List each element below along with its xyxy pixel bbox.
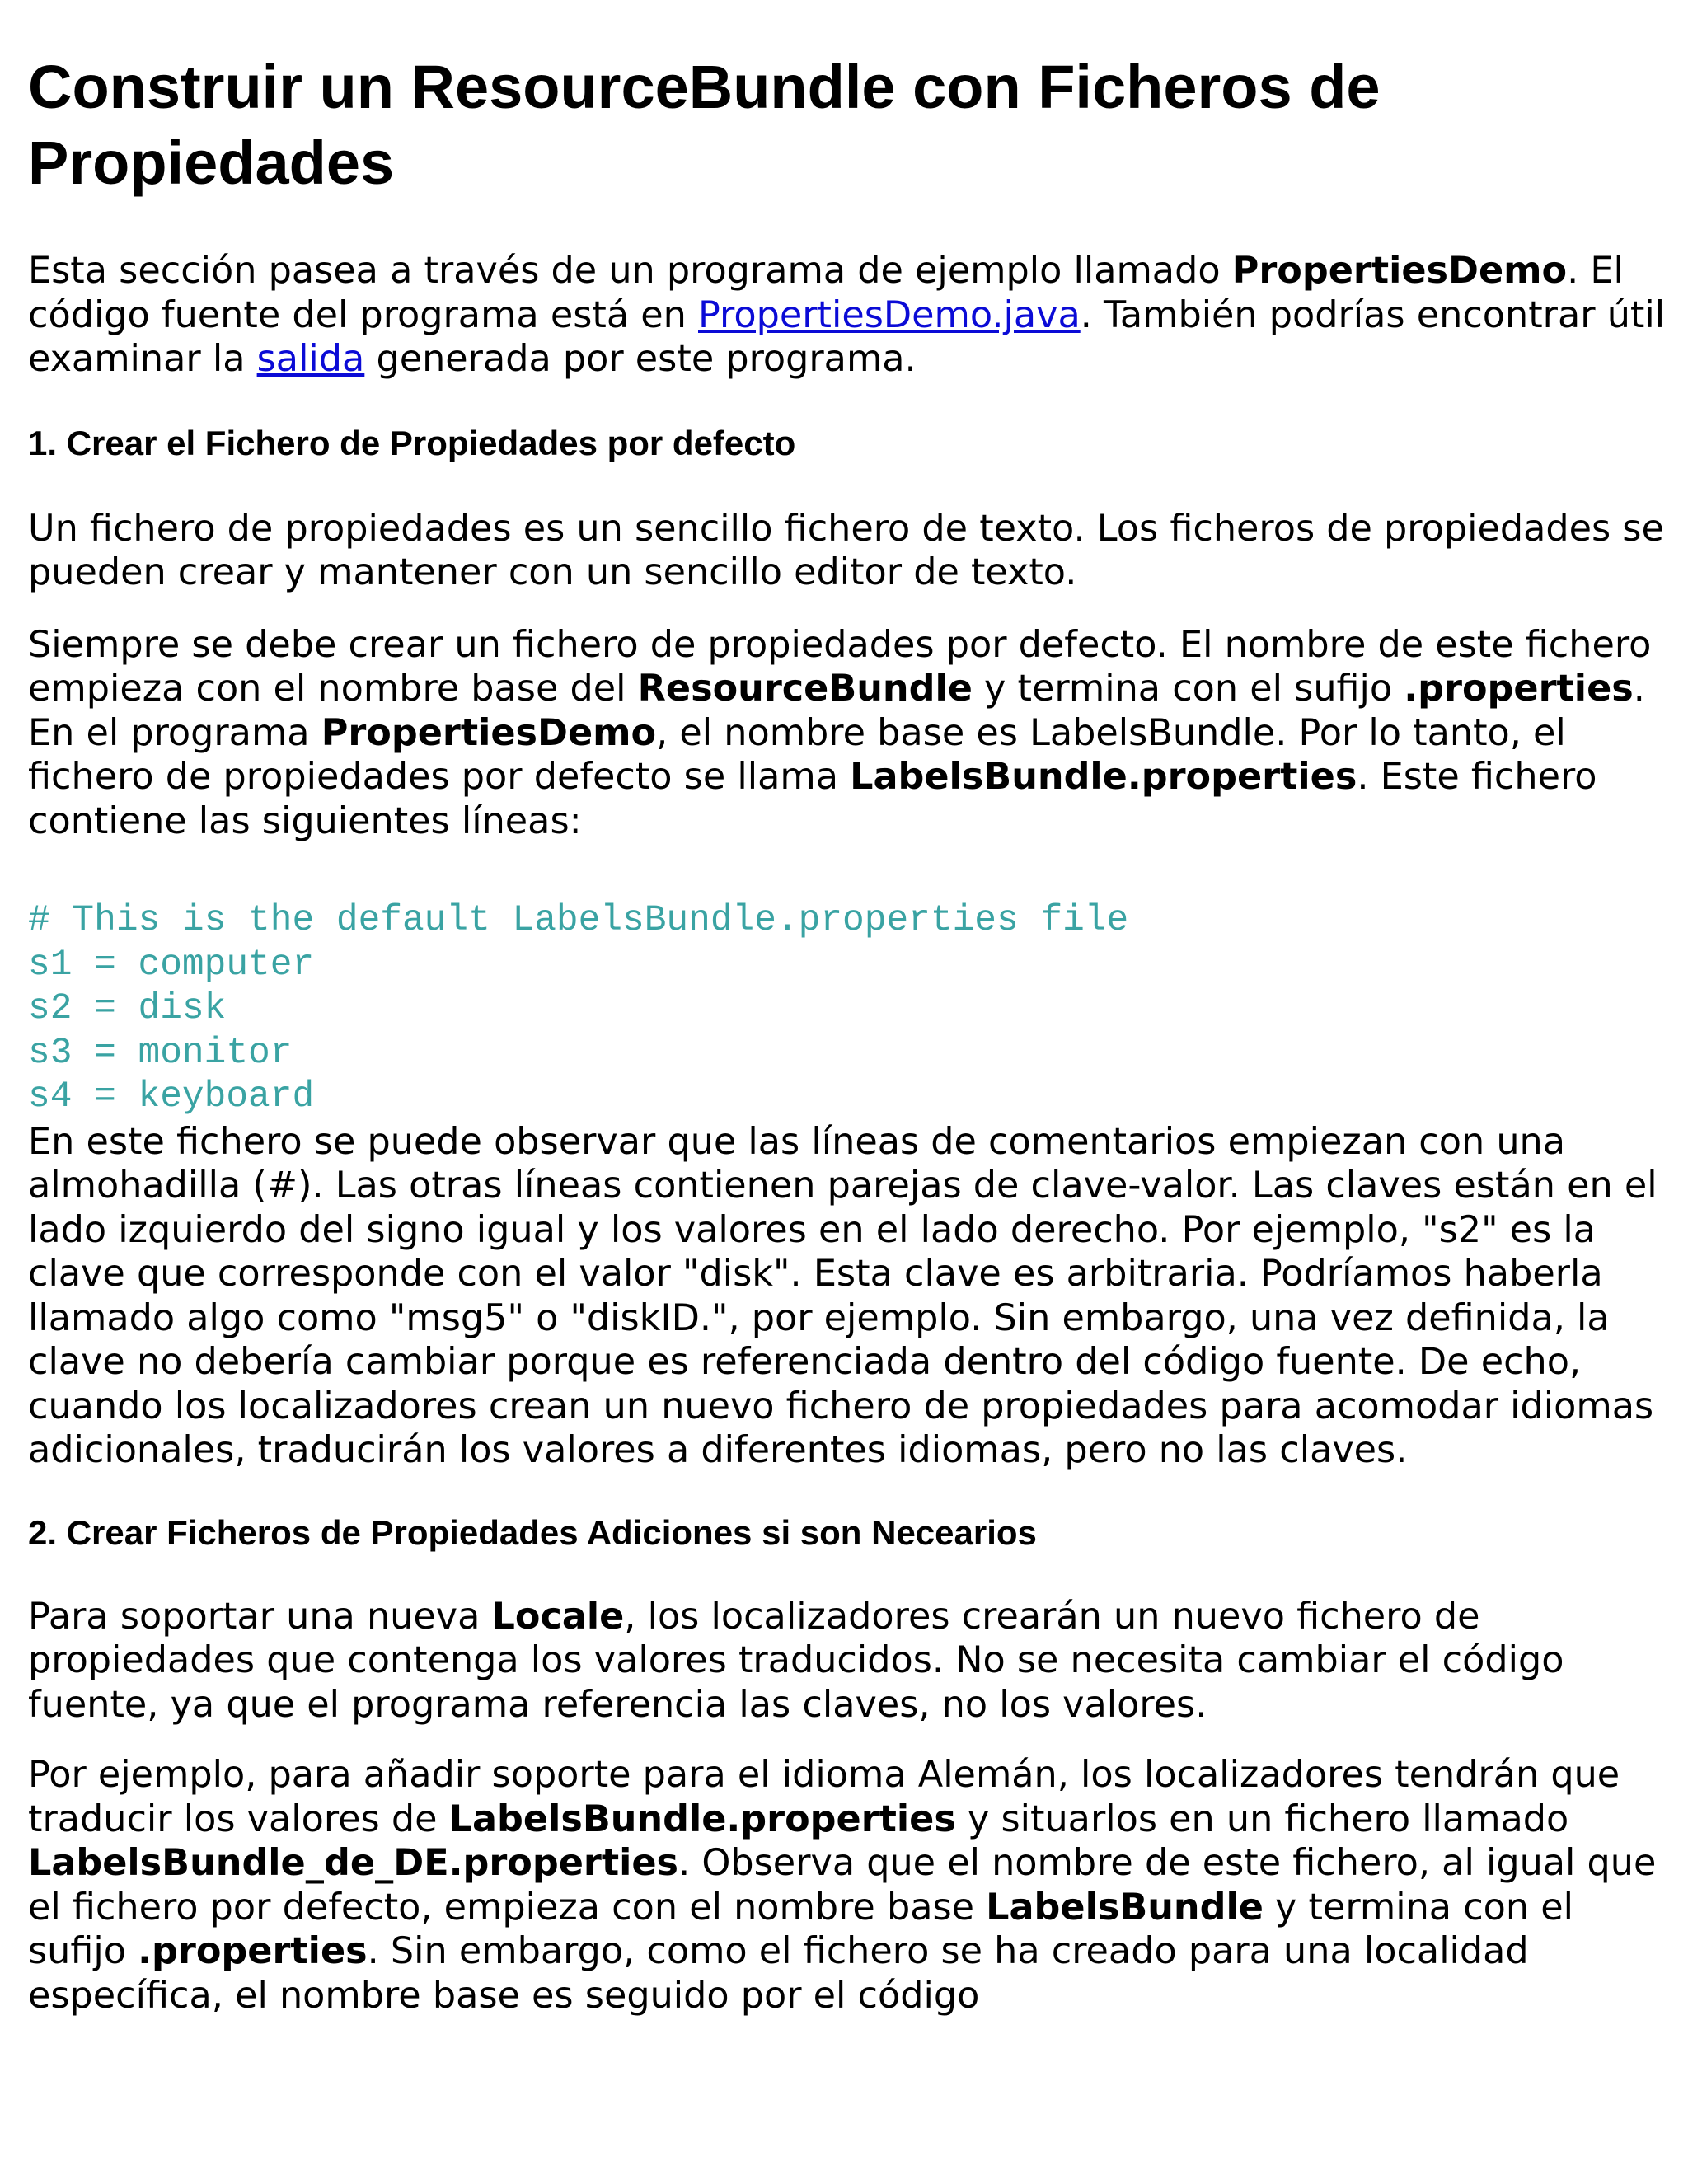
step1-p2-text-2: y termina con el sufijo	[972, 668, 1404, 710]
step1-heading: 1. Crear el Fichero de Propiedades por defecto	[28, 423, 796, 462]
step1-paragraph-2	[28, 623, 1668, 844]
step1-p2-text-5: . Este fichero contiene las siguientes líneas:	[28, 756, 1597, 842]
intro-text-1: Esta sección pasea a través de un programa de ejemplo llamado	[28, 250, 1232, 292]
properties-code-block: # This is the default LabelsBundle.properties file s1 = computer s2 = disk s3 = monitor s4 = keyboard	[28, 900, 1129, 1118]
step2-p2-text-5: . Sin embargo, como el fichero se ha creado para una localidad específica, el nombre base es seguido por el código	[28, 1930, 1529, 2017]
step2-p2-text-3: . Observa que el nombre de este fichero, al igual que el fichero por defecto, empieza con el nombre base	[28, 1842, 1657, 1929]
step1-p2-bold-1: ResourceBundle	[637, 668, 973, 710]
step2-p2-text-2: y situarlos en un fichero llamado	[955, 1797, 1569, 1840]
source-code-link[interactable]: PropertiesDemo.java	[698, 293, 1081, 336]
step1-p2-text-4: , el nombre base es LabelsBundle. Por lo tanto, el fichero de propiedades por defecto se llama	[28, 711, 1566, 798]
step2-p2-text-4: y termina con el sufijo	[28, 1886, 1573, 1972]
document-page	[28, 33, 1668, 2018]
output-link[interactable]: salida	[256, 338, 365, 380]
intro-text-2: . El código fuente del programa está en	[28, 250, 1624, 336]
step1-p2-bold-3: PropertiesDemo	[321, 711, 657, 754]
step2-p2-bold-1: LabelsBundle.properties	[448, 1797, 956, 1840]
step1-p2-bold-4: LabelsBundle.properties	[850, 756, 1357, 798]
intro-bold-programname: PropertiesDemo	[1231, 250, 1568, 292]
intro-text-4: generada por este programa.	[364, 338, 917, 380]
step1-p2-text-3: . En el programa	[28, 668, 1645, 754]
step2-p1-text-1: Para soportar una nueva	[28, 1595, 492, 1638]
step2-p2-bold-3: LabelsBundle	[986, 1886, 1264, 1929]
step2-heading: 2. Crear Ficheros de Propiedades Adiciones si son Necearios	[28, 1512, 1037, 1552]
intro-paragraph	[28, 249, 1668, 382]
step1-p2-text-1: Siempre se debe crear un fichero de propiedades por defecto. El nombre de este fichero empieza con el nombre base del	[28, 623, 1652, 710]
step2-p2-bold-4: .properties	[138, 1930, 368, 1972]
step2-p1-bold-1: Locale	[491, 1595, 625, 1638]
step2-p2-bold-2: LabelsBundle_de_DE.properties	[28, 1842, 679, 1884]
step2-p1-text-2: , los localizadores crearán un nuevo fichero de propiedades que contenga los valores traducidos. No se necesita cambiar el código fuente, ya que el programa referencia las claves, no los valores.	[28, 1595, 1564, 1726]
step1-paragraph-1: Un fichero de propiedades es un sencillo fichero de texto. Los ficheros de propiedades se pueden crear y mantener con un sencillo editor de texto.	[28, 507, 1664, 593]
step2-paragraph-1	[28, 1595, 1668, 1727]
step1-p2-bold-2: .properties	[1404, 668, 1634, 710]
step2-p2-text-1: Por ejemplo, para añadir soporte para el idioma Alemán, los localizadores tendrán que traducir los valores de	[28, 1754, 1620, 1840]
intro-text-3: . También podrías encontrar útil examinar la	[28, 293, 1666, 380]
step2-paragraph-2	[28, 1753, 1668, 2018]
step1-paragraph-3: En este fichero se puede observar que las líneas de comentarios empiezan con una almohadilla (#). Las otras líneas contienen parejas de clave-valor. Las claves están en el lado izquierdo del signo igual y los valores en el lado derecho. Por ejemplo, "s2" es la clave que corresponde con el valor "disk". Esta clave es arbitraria. Podríamos haberla llamado algo como "msg5" o "diskID.", por ejemplo. Sin embargo, una vez definida, la clave no debería cambiar porque es referenciada dentro del código fuente. De echo, cuando los localizadores crean un nuevo fichero de propiedades para acomodar idiomas adicionales, traducirán los valores a diferentes idiomas, pero no las claves.	[28, 1120, 1658, 1471]
page-title: Construir un ResourceBundle con Ficheros de Propiedades	[28, 53, 1381, 197]
